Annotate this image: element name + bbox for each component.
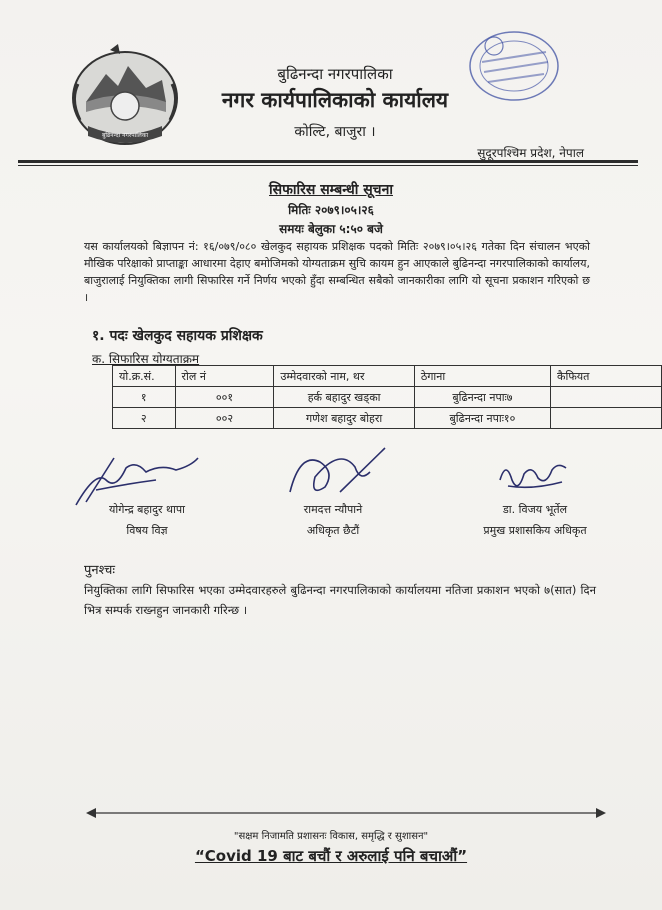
col-header-roll: रोल नं [175, 366, 274, 387]
signatory-name: डा. विजय भूर्तेल [502, 503, 568, 516]
footer-slogan: "सक्षम निजामति प्रशासनः विकास, समृद्धि र सुशासन" [233, 831, 429, 842]
notice-body: यस कार्यालयको बिज्ञापन नं: १६/०७९/०८० खेलकुद सहायक प्रशिक्षक पदको मितिः २०७९।०५।२६ गतेका दिन संचालन भएको मौखिक परिक्षाको प्राप्ताङ्का आधारमा देहाए बमोजिमको योग्यताक्रम सुचि कायम हुन आएकाले बुढिनन्दा नगरपालिकाको कार्यालय, बाजुरालाई नियुक्तिका लागी सिफारिस गर्ने निर्णय भएको हुँदा सम्बन्धित सबैको जानकारीका लागि यो सूचना प्रकाशन गरिएको छ । [84, 240, 590, 304]
signature-block [460, 502, 610, 538]
municipality-name: बुढिनन्दा नगरपालिका [277, 65, 393, 83]
cell-address: बुढिनन्दा नपाः७ [414, 387, 550, 408]
header-divider-thin [18, 165, 638, 166]
signatory-role: प्रमुख प्रशासकिय अधिकृत [483, 524, 587, 537]
col-header-serial: यो.क्र.सं. [113, 366, 176, 387]
cell-roll: ००१ [175, 387, 274, 408]
header-divider [18, 160, 638, 163]
table-row [113, 387, 662, 408]
cell-name: गणेश बहादुर बोहरा [274, 408, 414, 429]
recommendation-table [112, 365, 662, 429]
cell-roll: ००२ [175, 408, 274, 429]
signatory-role: अधिकृत छैटौं [306, 524, 360, 537]
office-address: कोल्टि, बाजुरा । [294, 124, 376, 140]
signature-block [72, 502, 222, 538]
table-row [113, 408, 662, 429]
cell-name: हर्क बहादुर खड्का [274, 387, 414, 408]
signatory-role: विषय विज्ञ [126, 524, 168, 537]
covid-message: “Covid 19 बाट बचौं र अरुलाई पनि बचाऔं” [194, 847, 468, 865]
cell-remarks [551, 408, 662, 429]
signatory-name: रामदत्त न्यौपाने [303, 503, 363, 516]
cell-serial: २ [113, 408, 176, 429]
cell-remarks [551, 387, 662, 408]
table-header-row [113, 366, 662, 387]
nepal-emblem-icon [66, 40, 184, 150]
notice-title: सिफारिस सम्बन्धी सूचना [269, 182, 393, 198]
cell-address: बुढिनन्दा नपाः१० [414, 408, 550, 429]
notice-date: मितिः २०७९।०५।२६ [288, 203, 374, 217]
notice-time: समयः बेलुका ५:५० बजे [279, 222, 383, 236]
post-heading: १. पदः खेलकुद सहायक प्रशिक्षक [92, 328, 263, 344]
emblem-banner: बुढिनन्दा नगरपालिका [101, 132, 149, 139]
col-header-name: उम्मेदवारको नाम, थर [274, 366, 414, 387]
double-arrow-divider [86, 806, 606, 820]
signature-1-icon [66, 450, 206, 510]
office-name: नगर कार्यपालिकाको कार्यालय [221, 88, 449, 112]
postscript-heading: पुनश्चः [84, 563, 116, 578]
province-name: सुदूरपश्चिम प्रदेश, नेपाल [477, 146, 584, 160]
sub-heading: क. सिफारिस योग्यताक्रम [92, 352, 200, 366]
signature-3-icon [492, 450, 572, 495]
postscript-text: नियुक्तिका लागि सिफारिस भएका उम्मेदवारहरुले बुढिनन्दा नगरपालिकाको कार्यालयमा नतिजा प्रकाशन भएको ७(सात) दिन भित्र सम्पर्क राख्नहुन जानकारी गरिन्छ । [84, 583, 596, 617]
cell-serial: १ [113, 387, 176, 408]
col-header-remarks: कैफियत [551, 366, 662, 387]
signature-2-icon [280, 442, 390, 502]
signatory-name: योगेन्द्र बहादुर थापा [109, 503, 185, 516]
signature-block [258, 502, 408, 538]
col-header-address: ठेगाना [414, 366, 550, 387]
